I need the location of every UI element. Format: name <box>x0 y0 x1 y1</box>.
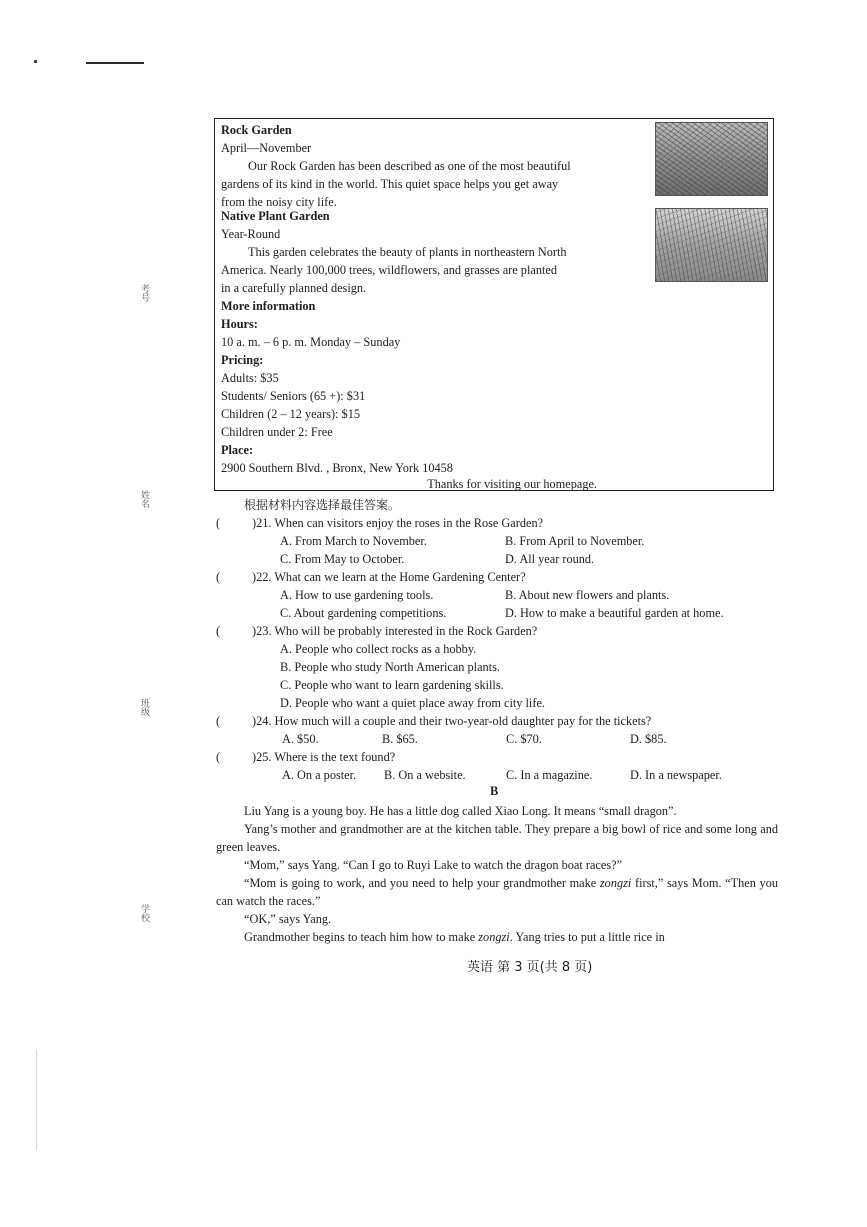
price-students-seniors: Students/ Seniors (65 +): $31 <box>221 389 366 403</box>
story-p4-text-b: first,” says Mom. “Then you can watch the races.” <box>216 876 779 908</box>
rock-garden-desc-3: from the noisy city life. <box>221 195 337 209</box>
q21-stem: )21. When can visitors enjoy the roses in the Rose Garden? <box>252 516 544 530</box>
q23-paren: ( <box>216 624 221 638</box>
story-paragraph-6 <box>216 928 778 946</box>
native-garden-title: Native Plant Garden <box>221 209 330 223</box>
q24-option-b[interactable]: B. $65. <box>382 732 418 746</box>
rock-garden-photo <box>655 122 768 196</box>
q21-option-a[interactable]: A. From March to November. <box>280 534 427 548</box>
margin-mark-class: 班级 <box>140 698 150 716</box>
q21-option-d[interactable]: D. All year round. <box>505 552 595 566</box>
q24-option-c[interactable]: C. $70. <box>506 732 542 746</box>
price-adults: Adults: $35 <box>221 371 279 385</box>
story-p6-zongzi: zongzi <box>478 930 510 944</box>
story-p6-text-a: Grandmother begins to teach him how to make <box>244 930 479 944</box>
story-p6-text-b: . Yang tries to put a little rice in <box>509 930 665 944</box>
q21-paren: ( <box>216 516 221 530</box>
story-paragraph-5 <box>216 910 778 928</box>
story-paragraph-3 <box>216 856 778 874</box>
story-paragraph-4 <box>216 874 778 910</box>
rock-garden-desc-2: gardens of its kind in the world. This quiet space helps you get away <box>221 177 559 191</box>
q22-option-c[interactable]: C. About gardening competitions. <box>280 606 447 620</box>
story-p5-text: “OK,” says Yang. <box>244 912 332 926</box>
place-label: Place: <box>221 443 254 457</box>
rock-garden-title: Rock Garden <box>221 123 292 137</box>
q21-option-c[interactable]: C. From May to October. <box>280 552 405 566</box>
q23-option-a[interactable]: A. People who collect rocks as a hobby. <box>280 642 477 656</box>
story-p2-text: Yang’s mother and grandmother are at the kitchen table. They prepare a big bowl of rice and some long and green leaves. <box>216 822 778 854</box>
q24-paren: ( <box>216 714 221 728</box>
price-children: Children (2 – 12 years): $15 <box>221 407 360 421</box>
thanks-line: Thanks for visiting our homepage. <box>427 477 597 491</box>
page-footer: 英语 第 3 页(共 8 页) <box>467 960 593 975</box>
native-garden-desc-2: America. Nearly 100,000 trees, wildflowers, and grasses are planted <box>221 263 557 277</box>
instruction: 根据材料内容选择最佳答案。 <box>244 498 401 512</box>
scan-edge-line <box>86 62 144 64</box>
place-value: 2900 Southern Blvd. , Bronx, New York 10458 <box>221 461 453 475</box>
q25-stem: )25. Where is the text found? <box>252 750 396 764</box>
q22-option-b[interactable]: B. About new flowers and plants. <box>505 588 670 602</box>
rock-garden-desc-1: Our Rock Garden has been described as one of the most beautiful <box>248 159 571 173</box>
garden-notice-box <box>214 118 774 491</box>
q23-option-c[interactable]: C. People who want to learn gardening skills. <box>280 678 504 692</box>
native-garden-desc-3: in a carefully planned design. <box>221 281 367 295</box>
q22-paren: ( <box>216 570 221 584</box>
price-under-2: Children under 2: Free <box>221 425 333 439</box>
story-p4-zongzi: zongzi <box>599 876 632 890</box>
story-p4-text-a: “Mom is going to work, and you need to help your grandmother make <box>244 876 600 890</box>
margin-mark-name: 姓名 <box>140 490 150 508</box>
native-garden-season: Year-Round <box>221 227 281 241</box>
q22-option-d[interactable]: D. How to make a beautiful garden at home. <box>505 606 724 620</box>
rock-garden-season: April—November <box>221 141 312 155</box>
q23-option-d[interactable]: D. People who want a quiet place away from city life. <box>280 696 545 710</box>
q25-option-d[interactable]: D. In a newspaper. <box>630 768 722 782</box>
native-garden-desc-1: This garden celebrates the beauty of plants in northeastern North <box>248 245 567 259</box>
story-p3-text: “Mom,” says Yang. “Can I go to Ruyi Lake to watch the dragon boat races?” <box>244 858 623 872</box>
pricing-label: Pricing: <box>221 353 264 367</box>
q23-stem: )23. Who will be probably interested in the Rock Garden? <box>252 624 538 638</box>
hours-label: Hours: <box>221 317 258 331</box>
margin-mark-school: 学校 <box>140 904 150 922</box>
q25-paren: ( <box>216 750 221 764</box>
q22-stem: )22. What can we learn at the Home Gardening Center? <box>252 570 526 584</box>
section-b-heading: B <box>490 784 499 798</box>
q24-option-d[interactable]: D. $85. <box>630 732 667 746</box>
q24-stem: )24. How much will a couple and their two-year-old daughter pay for the tickets? <box>252 714 652 728</box>
scan-speck <box>34 60 37 63</box>
story-p1-text: Liu Yang is a young boy. He has a little dog called Xiao Long. It means “small dragon”. <box>244 804 677 818</box>
q25-option-b[interactable]: B. On a website. <box>384 768 466 782</box>
scan-edge-shadow <box>36 1050 37 1150</box>
q25-option-c[interactable]: C. In a magazine. <box>506 768 593 782</box>
q21-option-b[interactable]: B. From April to November. <box>505 534 645 548</box>
native-plant-garden-photo <box>655 208 768 282</box>
q22-option-a[interactable]: A. How to use gardening tools. <box>280 588 434 602</box>
story-paragraph-2 <box>216 820 778 856</box>
q23-option-b[interactable]: B. People who study North American plants. <box>280 660 500 674</box>
more-info-heading: More information <box>221 299 316 313</box>
story-paragraph-1 <box>216 802 778 820</box>
margin-mark-exam-number: 考号 <box>140 284 150 302</box>
q24-option-a[interactable]: A. $50. <box>282 732 319 746</box>
q25-option-a[interactable]: A. On a poster. <box>282 768 357 782</box>
hours-value: 10 a. m. – 6 p. m. Monday – Sunday <box>221 335 401 349</box>
